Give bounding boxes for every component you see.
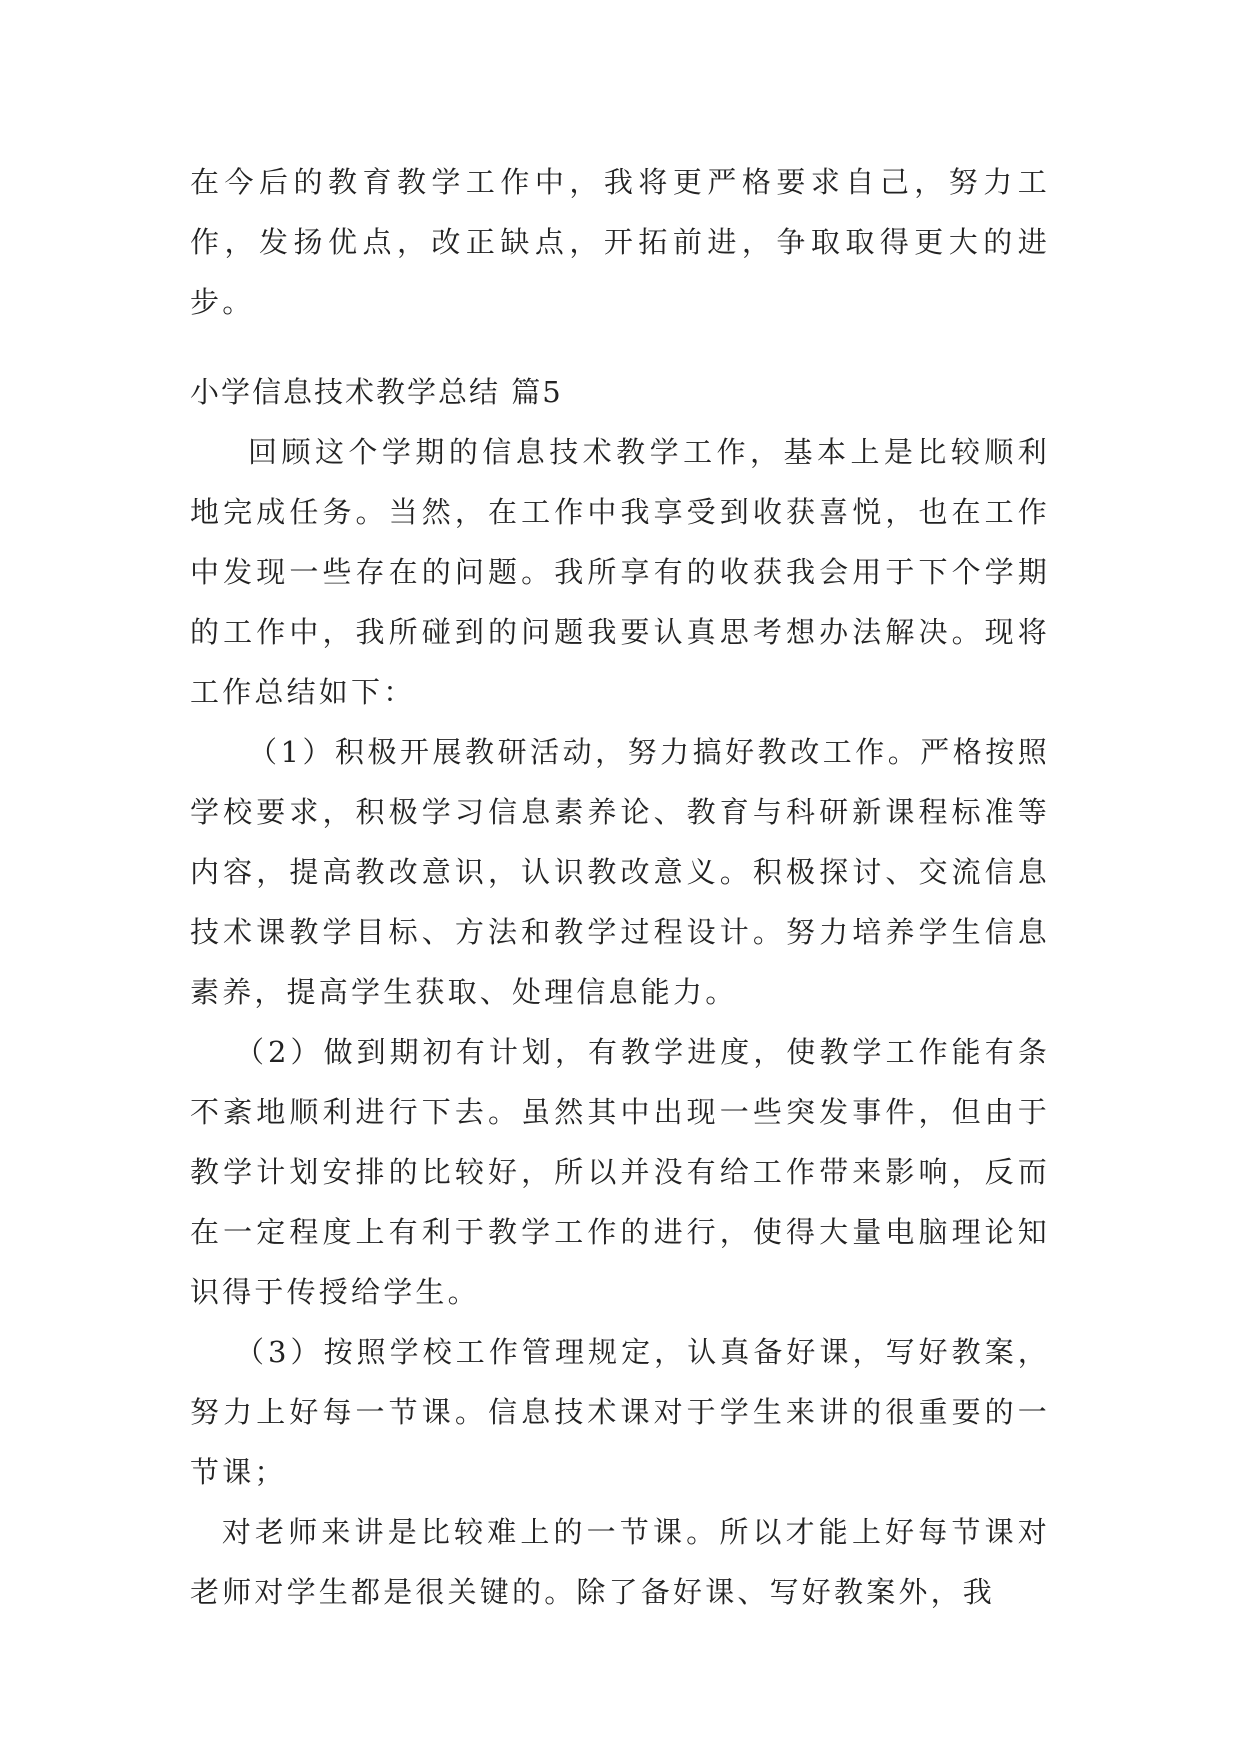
section-heading: 小学信息技术教学总结 篇5	[190, 375, 563, 409]
paragraph-item-2: （2）做到期初有计划，有教学进度，使教学工作能有条不紊地顺利进行下去。虽然其中出现一些突发事件，但由于教学计划安排的比较好，所以并没有给工作带来影响，反而在一定程度上有利于教学工作的进行，使得大量电脑理论知识得于传授给学生。	[190, 1035, 1050, 1309]
paragraph-item-3: （3）按照学校工作管理规定，认真备好课，写好教案，努力上好每一节课。信息技术课对于学生来讲的很重要的一节课；	[190, 1335, 1050, 1489]
paragraph-continuation: 对老师来讲是比较难上的一节课。所以才能上好每节课对老师对学生都是很关键的。除了备好课、写好教案外，我	[190, 1515, 1050, 1609]
document-body	[190, 152, 1050, 1622]
paragraph-item-1: （1）积极开展教研活动，努力搞好教改工作。严格按照学校要求，积极学习信息素养论、教育与科研新课程标准等内容，提高教改意识，认识教改意义。积极探讨、交流信息技术课教学目标、方法和教学过程设计。努力培养学生信息素养，提高学生获取、处理信息能力。	[190, 735, 1050, 1009]
paragraph-closing: 在今后的教育教学工作中，我将更严格要求自己，努力工作，发扬优点，改正缺点，开拓前进，争取取得更大的进步。	[190, 165, 1050, 319]
paragraph-intro: 回顾这个学期的信息技术教学工作，基本上是比较顺利地完成任务。当然，在工作中我享受到收获喜悦，也在工作中发现一些存在的问题。我所享有的收获我会用于下个学期的工作中，我所碰到的问题我要认真思考想办法解决。现将工作总结如下：	[190, 435, 1050, 709]
